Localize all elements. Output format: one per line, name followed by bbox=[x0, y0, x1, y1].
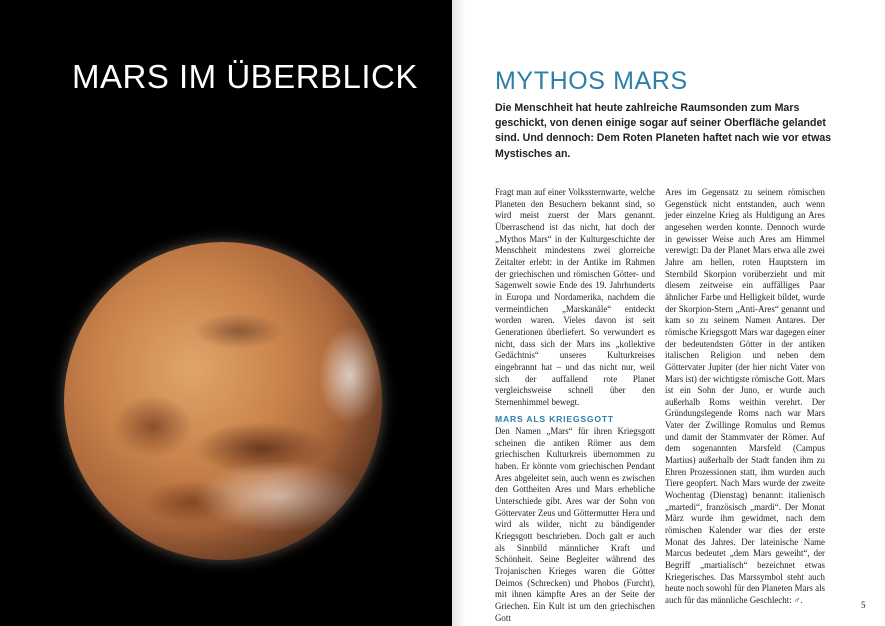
intro-paragraph: Die Menschheit hat heute zahlreiche Raumsonden zum Mars geschickt, von denen einige sogar auf seiner Oberfläche gelandet sind. Und dennoch: Dem Roten Planeten haftet nach wie vor etwas Mystisches an. bbox=[495, 102, 832, 160]
text-column-1 bbox=[495, 187, 655, 624]
subheading-mars-als-kriegsgott: MARS ALS KRIEGSGOTT bbox=[495, 414, 614, 425]
column1-paragraph-1: Fragt man auf einer Volkssternwarte, welche Planeten den Besuchern bekannt sind, so wird meist zuerst der Mars genannt. Überraschend ist das nicht, hat doch der „Mythos Mars“ in der Kulturgeschichte der Menschheit mindestens zwei glorreiche Zeitalter erlebt: in der Antike im Rahmen der griechischen und römischen Götter- und Sagenwelt sowie Ende des 19. Jahrhunderts in Europa und Nordamerika, nachdem die vermeintlichen „Marskanäle“ entdeckt worden waren. Vieles davon ist seit Generationen überliefert. So verwundert es nicht, dass sich der Mars ins „kollektive Gedächtnis“ unseres Kulturkreises eingebrannt hat – und das nicht nur, weil sich der auffallend rote Planet vergleichsweise schnell über den Sternenhimmel bewegt. bbox=[495, 187, 655, 407]
column2-paragraph: Ares im Gegensatz zu seinem römischen Gegenstück nicht entstanden, auch wenn jeder einzelne Krieg als Huldigung an Ares angesehen werden konnte. Dennoch wurde in gewisser Weise auch Ares am Himmel verewigt: Da der Planet Mars etwa alle zwei Jahre am hellen, roten Hauptstern im Sternbild Skorpion vorüberzieht und mit diesem zeitweise ein auffälliges Paar ähnlicher Farbe und Helligkeit bildet, wurde der Skorpion-Stern „Anti-Ares“ genannt und kam so zu seinem Namen Antares. Der römische Kriegsgott Mars war dagegen einer der bedeutendsten Götter in der antiken italischen Religion und neben dem Göttervater Jupiter (der hier nicht Vater von Mars ist) der wichtigste römische Gott. Mars ist ein Sohn der Juno, er wurde auch außerhalb Roms weithin verehrt. Der Gründungslegende Roms nach war Mars Vater der Zwillinge Romulus und Remus und damit der Stammvater der Römer. Auf dem sogenannten Marsfeld (Campus Martius) außerhalb der Stadt fanden ihm zu Ehren Prozessionen statt, ihm wurden auch Tiere geopfert. Nach Mars wurde der zweite Wochentag (Dienstag) benannt: italienisch „martedi“, französisch „mardi“. Der Monat März wurde ihm gewidmet, nach dem römischen Kalender war dies der erste Monat des Jahres. Der lateinische Name Marcus bedeutet „dem Mars geweiht“, der Begriff „martialisch“ bezeichnet etwas Kriegerisches. Das Marssymbol steht auch heute noch sowohl für den Planeten Mars als auch für das männliche Geschlecht: ♂. bbox=[665, 187, 825, 605]
page-number: 5 bbox=[861, 600, 866, 610]
text-column-2 bbox=[665, 187, 825, 607]
column1-paragraph-2: Den Namen „Mars“ für ihren Kriegsgott scheinen die antiken Römer aus dem griechischen Kulturkreis übernommen zu haben. Er könnte vom griechischen Pendant Ares abgeleitet sein, auch wenn es zwischen den Gottheiten Ares und Mars erhebliche Unterschiede gibt. Ares war der Sohn von Göttervater Zeus und Göttermutter Hera und wird als wilder, nicht zu bändigender Kriegsgott beschrieben. Doch galt er auch als Sinnbild männlicher Kraft und Schönheit. Seine Begleiter während des Trojanischen Krieges waren die Götter Deimos (Schrecken) und Phobos (Furcht), mit ihnen kämpfte Ares an der Seite der Griechen. Ein Kult ist um den griechischen Gott bbox=[495, 426, 655, 623]
left-page-title: MARS IM ÜBERBLICK bbox=[72, 58, 418, 95]
book-gutter bbox=[452, 0, 466, 626]
right-page-title: MYTHOS MARS bbox=[495, 67, 688, 95]
mars-planet-shading bbox=[64, 242, 382, 560]
